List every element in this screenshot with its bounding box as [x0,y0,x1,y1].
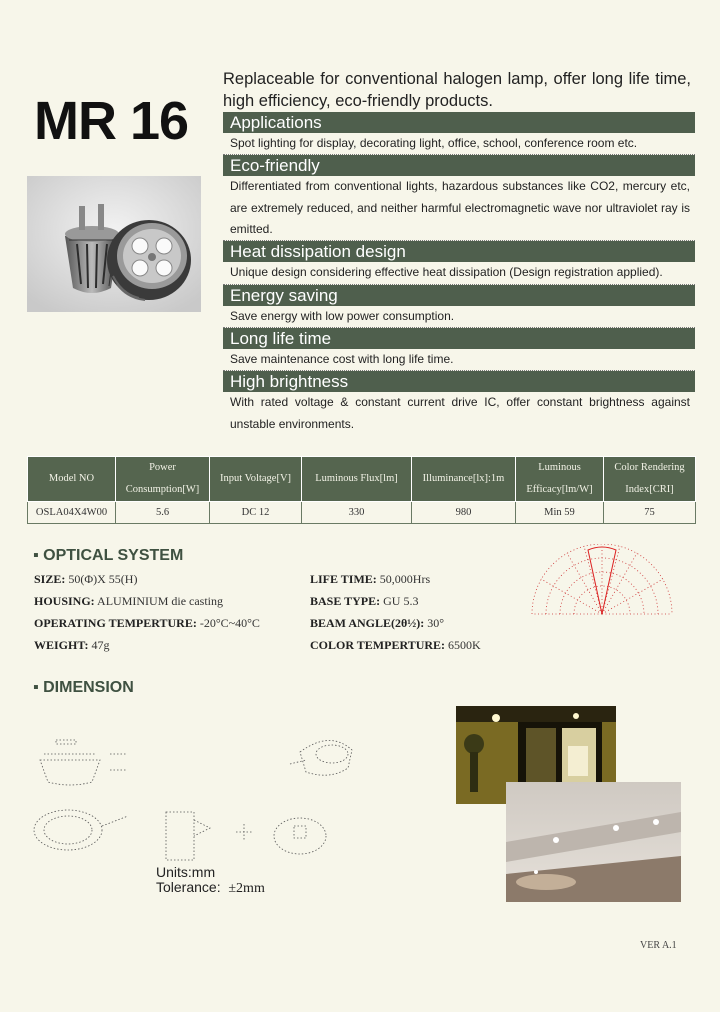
spec-value: 6500K [448,638,481,652]
spec-value: 47g [91,638,110,652]
installation-photo-ceiling [506,782,681,902]
optical-system-heading: ▪ OPTICAL SYSTEM [33,547,184,564]
section-eco-text: Differentiated from conventional lights, hazardous substances like CO2, mercury etc, are extremely reduced, and neither harmful electromagnetic wave nor ultraviolet ray is emitted. [230,179,690,236]
cell-flux: 330 [302,502,412,524]
section-life-heading: Long life time [223,328,695,349]
header-model: Model NO [28,457,116,502]
section-heat-text: Unique design considering effective heat dissipation (Design registration applied). [230,265,663,279]
spec-label: LIFE TIME: [310,572,377,586]
header-efficacy: Luminous Efficacy[lm/W] [516,457,604,502]
spec-label: OPERATING TEMPERTURE: [34,616,197,630]
section-energy-text: Save energy with low power consumption. [230,309,455,323]
section-brightness-text: With rated voltage & constant current drive IC, offer constant brightness against unstable environments. [230,395,690,431]
spec-base-type [310,594,418,609]
section-applications-text: Spot lighting for display, decorating light, office, school, conference room etc. [230,136,638,150]
header-voltage: Input Voltage[V] [210,457,302,502]
spec-operating-temp [34,616,260,631]
spec-beam-angle [310,616,444,631]
spec-weight [34,638,109,653]
product-title: MR 16 [34,91,189,151]
cell-illuminance: 980 [412,502,516,524]
spec-label: BEAM ANGLE(2θ½): [310,616,425,630]
spec-size [34,572,137,587]
beam-distribution-diagram [530,544,674,618]
spec-label: HOUSING: [34,594,95,608]
dimension-drawings [30,720,430,870]
cell-model: OSLA04X4W00 [28,502,116,524]
lamp-photo [27,176,201,312]
header-power: Power Consumption[W] [116,457,210,502]
tolerance-label: Tolerance: [156,879,221,895]
spec-value: 50,000Hrs [379,572,431,586]
spec-table-header-row [28,457,696,502]
header-illuminance: Illuminance[lx]:1m [412,457,516,502]
section-brightness-heading: High brightness [223,371,695,392]
spec-label: BASE TYPE: [310,594,381,608]
spec-label: WEIGHT: [34,638,89,652]
dimension-heading: ▪ DIMENSION [33,679,134,696]
tolerance [156,880,265,896]
spec-value: -20°C~40°C [199,616,260,630]
cell-voltage: DC 12 [210,502,302,524]
cell-power: 5.6 [116,502,210,524]
section-applications-heading: Applications [223,112,695,133]
spec-label: COLOR TEMPERTURE: [310,638,446,652]
section-heat-heading: Heat dissipation design [223,241,695,262]
spec-value: ALUMINIUM die casting [97,594,224,608]
units-label: Units:mm [156,864,216,880]
spec-value: GU 5.3 [383,594,419,608]
section-eco-heading: Eco-friendly [223,155,695,176]
tolerance-value: ±2mm [228,881,265,896]
cell-efficacy: Min 59 [516,502,604,524]
spec-housing [34,594,223,609]
version-label: VER A.1 [640,940,677,951]
spec-label: SIZE: [34,572,66,586]
section-energy-heading: Energy saving [223,285,695,306]
spec-color-temp [310,638,481,653]
table-row [28,502,696,524]
product-intro: Replaceable for conventional halogen lamp, offer long life time, high efficiency, eco-friendly products. [223,70,691,110]
spec-table [27,456,696,524]
spec-value: 30° [427,616,445,630]
header-flux: Luminous Flux[lm] [302,457,412,502]
cell-cri: 75 [604,502,696,524]
header-cri: Color Rendering Index[CRI] [604,457,696,502]
spec-value: 50(Φ)X 55(H) [68,572,138,586]
section-life-text: Save maintenance cost with long life time. [230,352,454,366]
spec-life-time [310,572,430,587]
